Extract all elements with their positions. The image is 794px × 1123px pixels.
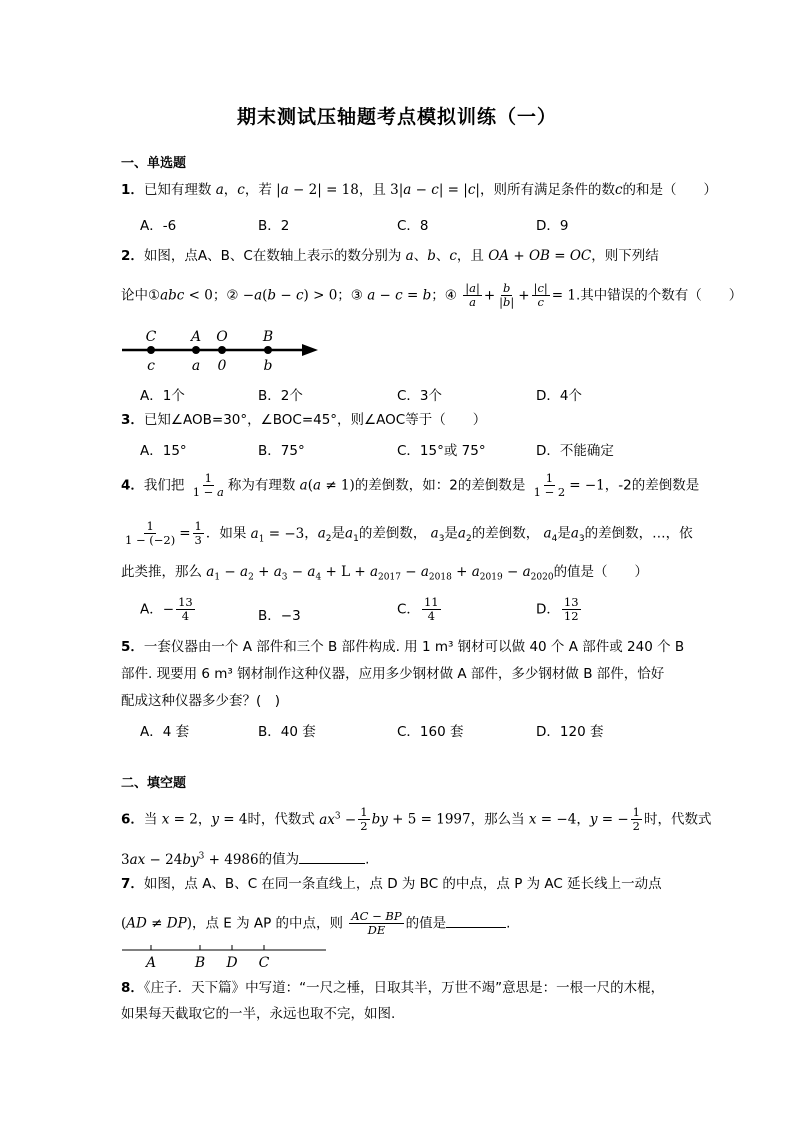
option-d[interactable]: D．9: [536, 218, 569, 234]
option-a[interactable]: A．− $\frac{13}{4}$: [140, 595, 193, 623]
number-line-value-C: c: [147, 358, 155, 374]
question-5-line-3: 配成这种仪器多少套？( ): [121, 693, 281, 709]
question-5-line-1: 5．一套仪器由一个 A 部件和三个 B 部件构成. 用 1 m³ 钢材可以做 40 个 A 部件或 240 个 B: [121, 639, 685, 655]
question-3-options: [140, 439, 700, 461]
option-b[interactable]: B．2个: [258, 388, 303, 404]
question-8-line-2: 如果每天截取它的一半，永远也取不完，如图.: [121, 1006, 396, 1022]
number-line-point-O: [218, 346, 226, 354]
question-4-number: 4．: [121, 477, 144, 494]
question-8-number: 8．: [121, 980, 144, 996]
question-5-number: 5．: [121, 639, 144, 655]
option-b[interactable]: B．−3: [258, 608, 301, 624]
option-b[interactable]: B．2: [258, 218, 290, 234]
question-4-line-3: 此类推，那么 $a_1 - a_2 + a_3 - a_4 + L + a_{2017} - a_{2018} + a_{2019} - a_{2020}$的值是（ ）: [121, 564, 649, 583]
number-line-value-O: 0: [217, 358, 227, 374]
number-line-point-C: [147, 346, 155, 354]
question-3-number: 3．: [121, 412, 144, 428]
answer-blank[interactable]: [446, 913, 506, 928]
number-line-value-B: b: [263, 358, 273, 374]
option-d[interactable]: D．4个: [536, 388, 582, 404]
option-b[interactable]: B．75°: [258, 443, 305, 459]
option-c[interactable]: C．160 套: [397, 724, 464, 740]
question-2-options: [140, 384, 700, 406]
question-1-options: [140, 214, 700, 236]
number-line-point-B: [264, 346, 272, 354]
option-c[interactable]: C．8: [397, 218, 429, 234]
question-7-number: 7．: [121, 876, 144, 892]
section-heading-single-choice: 一、单选题: [121, 156, 187, 171]
segment-label-A: A: [145, 955, 157, 971]
question-3: 3．已知∠AOB=30°，∠BOC=45°，则∠AOC等于（ ）: [121, 412, 487, 428]
number-line-value-A: a: [191, 358, 201, 374]
question-2-line-2: 论中①abc < 0；② −a(b − c) > 0；③ a − c = b；④ $\frac{|a|}{a}$ + $\frac{b}{|b|}$ + $\frac{|c|}{c}$ = 1.其中错误的个数有（ ）: [121, 281, 743, 309]
option-d[interactable]: D．不能确定: [536, 443, 614, 459]
section-heading-fill-in: 二、填空题: [121, 776, 187, 791]
question-5-options: [140, 720, 700, 742]
question-7-line-2: (AD ≠ DP)，点 E 为 AP 的中点，则 $\frac{AC - BP}{DE}$ 的值是 .: [121, 909, 511, 937]
segment-label-B: B: [194, 955, 206, 971]
answer-blank[interactable]: [299, 849, 365, 864]
question-1-number: 1．: [121, 182, 144, 198]
question-6-line-1: 6．当 x = 2，y = 4时，代数式 $ax^3$ − $\frac{1}{2}$ by + 5 = 1997，那么当 x = −4，y = − $\frac{1}{2}$ 时，代数式: [121, 805, 712, 833]
segment-label-C: C: [258, 955, 270, 971]
question-1: 1．已知有理数 a，c，若 |a − 2| = 18，且 3|a − c| = |c|，则所有满足条件的数c的和是（ ）: [121, 182, 718, 198]
number-line-point-A: [192, 346, 200, 354]
number-line-figure: [118, 326, 328, 376]
option-c[interactable]: C． $\frac{11}{4}$: [397, 595, 439, 623]
option-c[interactable]: C．15°或 75°: [397, 443, 486, 459]
segment-label-D: D: [226, 955, 238, 971]
option-b[interactable]: B．40 套: [258, 724, 316, 740]
question-7-line-1: 7．如图，点 A、B、C 在同一条直线上，点 D 为 BC 的中点，点 P 为 AC 延长线上一动点: [121, 876, 662, 892]
option-a[interactable]: A．4 套: [140, 724, 190, 740]
question-4-line-1: 4．我们把 $\frac{1}{1 - a}$ 称为有理数 a(a ≠ 1)的差倒数，如：2的差倒数是 $\frac{1}{1 - 2}$ = −1，-2的差倒数是: [121, 471, 700, 499]
question-4-line-2: $\frac{1}{1 - (-2)}$ = $\frac{1}{3}$ ．如果 $a_1 = -3$，$a_2$是$a_1$的差倒数， $a_3$是$a_2$的差倒数， $a_4$是$a_3$的差倒数，…，依: [125, 519, 693, 547]
question-6-line-2: $3ax - 24by^3 + 4986$的值为 .: [121, 846, 369, 870]
number-line-label-O: O: [216, 329, 228, 345]
option-c[interactable]: C．3个: [397, 388, 443, 404]
question-2-number: 2．: [121, 248, 144, 264]
segment-figure: [118, 942, 338, 972]
question-2-line-1: 2．如图，点A、B、C在数轴上表示的数分别为 a、b、c，且 OA + OB = OC，则下列结: [121, 248, 659, 264]
page-title: 期末测试压轴题考点模拟训练（一）: [236, 106, 557, 128]
option-d[interactable]: D．120 套: [536, 724, 604, 740]
number-line-arrow-icon: [302, 344, 318, 356]
number-line-label-A: A: [190, 329, 202, 345]
question-4-options: [140, 595, 700, 624]
question-5-line-2: 部件. 现要用 6 m³ 钢材制作这种仪器，应用多少钢材做 A 部件，多少钢材做 B 部件，恰好: [121, 666, 665, 682]
option-a[interactable]: A．-6: [140, 218, 177, 234]
number-line-label-C: C: [145, 329, 157, 345]
number-line-label-B: B: [262, 329, 274, 345]
option-d[interactable]: D． $\frac{13}{12}$: [536, 595, 579, 623]
question-6-number: 6．: [121, 811, 144, 828]
option-a[interactable]: A．15°: [140, 443, 187, 459]
option-a[interactable]: A．1个: [140, 388, 185, 404]
question-8-line-1: 8．《庄子．天下篇》中写道：“一尺之棰，日取其半，万世不竭”意思是：一根一尺的木棍，: [121, 980, 665, 996]
